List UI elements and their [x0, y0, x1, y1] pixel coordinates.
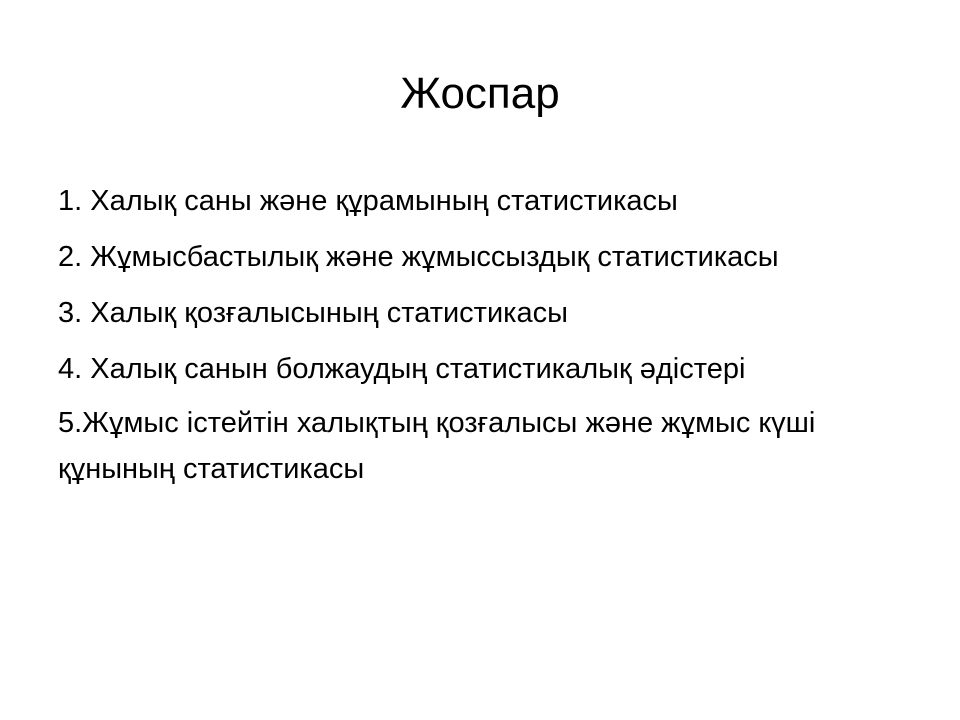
slide-title: Жоспар — [400, 69, 560, 118]
plan-item-1: 1. Халық саны және құрамының статистикасы — [58, 185, 678, 217]
plan-item-3: 3. Халық қозғалысының статистикасы — [58, 297, 568, 329]
plan-list — [58, 176, 898, 500]
plan-item-4: 4. Халық санын болжаудың статистикалық әдістері — [58, 353, 746, 385]
plan-item-2: 2. Жұмысбастылық және жұмыссыздық статистикасы — [58, 241, 779, 273]
plan-item-5: 5.Жұмыс істейтін халықтың қозғалысы және жұмыс күші құнының статистикасы — [58, 407, 816, 485]
